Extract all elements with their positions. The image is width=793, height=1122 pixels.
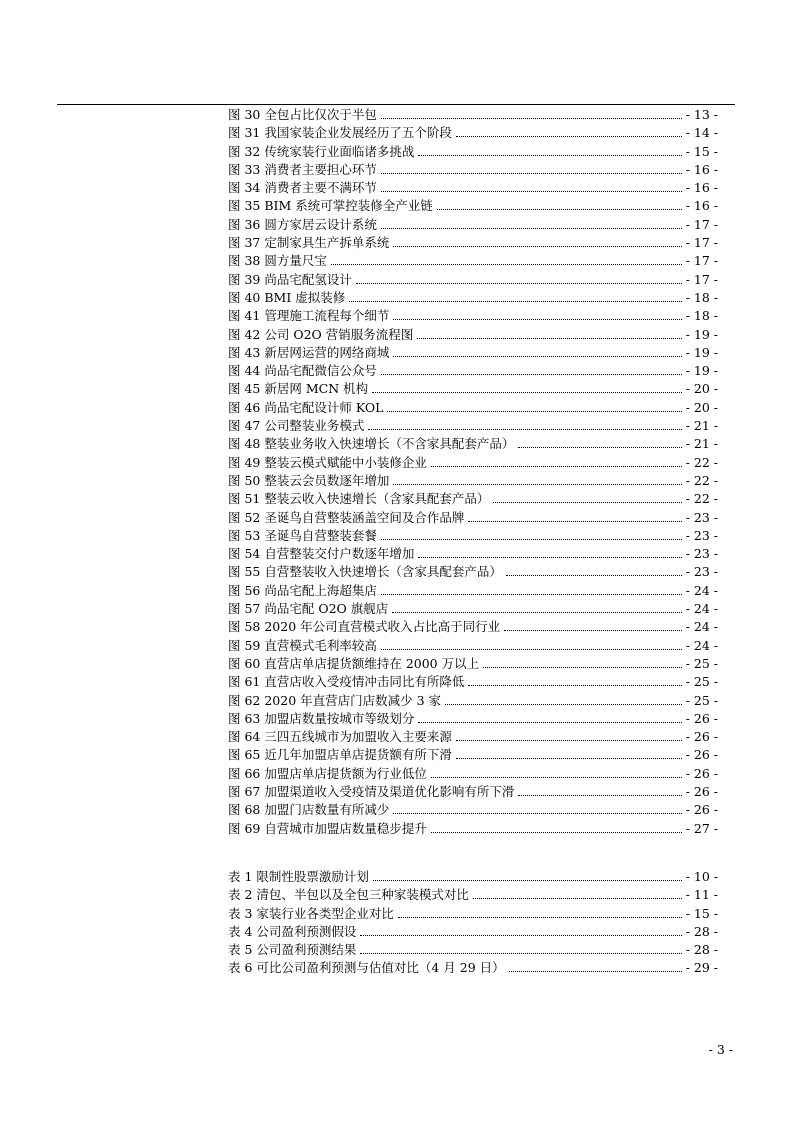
table-entry[interactable] xyxy=(228,905,718,923)
dot-leader xyxy=(518,795,681,796)
table-entry-label: 表 4 公司盈利预测假设 xyxy=(228,923,357,939)
figure-entry[interactable] xyxy=(228,344,718,362)
figure-entry-label: 图 57 尚品宅配 O2O 旗舰店 xyxy=(228,601,389,617)
dot-leader xyxy=(392,612,681,613)
figure-entry[interactable] xyxy=(228,454,718,472)
figure-entry-label: 图 34 消费者主要不满环节 xyxy=(228,180,377,196)
dot-leader xyxy=(331,264,682,265)
figure-entry-label: 图 39 尚品宅配氢设计 xyxy=(228,271,352,287)
dot-leader xyxy=(483,667,682,668)
dot-leader xyxy=(393,356,681,357)
figure-entry-page: - 19 - xyxy=(685,326,718,342)
figure-entry-label: 图 30 全包占比仅次于半包 xyxy=(228,107,377,122)
dot-leader xyxy=(418,722,681,723)
figure-entry[interactable] xyxy=(228,765,718,783)
dot-leader xyxy=(398,917,682,918)
figure-entry-label: 图 33 消费者主要担心环节 xyxy=(228,161,377,177)
figure-entry[interactable] xyxy=(228,216,718,234)
figure-entry-page: - 26 - xyxy=(685,802,718,818)
dot-leader xyxy=(393,246,681,247)
figure-entry-label: 图 51 整装云收入快速增长（含家具配套产品） xyxy=(228,491,490,507)
dot-leader xyxy=(356,283,682,284)
figure-entry[interactable] xyxy=(228,197,718,215)
dot-leader xyxy=(381,374,682,375)
dot-leader xyxy=(381,649,682,650)
figure-entry-page: - 14 - xyxy=(685,125,718,141)
figure-entry[interactable] xyxy=(228,143,718,161)
figure-entry-page: - 25 - xyxy=(685,674,718,690)
table-entry-page: - 29 - xyxy=(685,960,718,976)
figure-entry[interactable] xyxy=(228,161,718,179)
figure-entry-page: - 17 - xyxy=(685,253,718,269)
page-number: - 3 - xyxy=(708,1042,733,1057)
table-entry[interactable] xyxy=(228,923,718,941)
dot-leader xyxy=(372,392,682,393)
dot-leader xyxy=(368,429,681,430)
figure-entry-label: 图 69 自营城市加盟店数量稳步提升 xyxy=(228,820,427,836)
figure-entry-page: - 26 - xyxy=(685,765,718,781)
figure-entry[interactable] xyxy=(228,252,718,270)
figure-entry[interactable] xyxy=(228,801,718,819)
dot-leader xyxy=(381,228,682,229)
figure-entry-page: - 25 - xyxy=(685,655,718,671)
figure-entry[interactable] xyxy=(228,545,718,563)
figure-entry-label: 图 58 2020 年公司直营模式收入占比高于同行业 xyxy=(228,619,501,635)
figure-entry-label: 图 41 管理施工流程每个细节 xyxy=(228,308,390,324)
header-rule xyxy=(57,104,735,105)
dot-leader xyxy=(518,447,681,448)
figure-entry[interactable] xyxy=(228,289,718,307)
figure-entry-label: 图 56 尚品宅配上海超集店 xyxy=(228,582,377,598)
figure-entry-page: - 27 - xyxy=(685,820,718,836)
dot-leader xyxy=(360,953,681,954)
figure-entry-label: 图 37 定制家具生产拆单系统 xyxy=(228,235,390,251)
dot-leader xyxy=(381,594,682,595)
figure-entry[interactable] xyxy=(228,582,718,600)
dot-leader xyxy=(349,301,681,302)
figure-entry-page: - 16 - xyxy=(685,198,718,214)
figure-entry-label: 图 53 圣诞鸟自营整装套餐 xyxy=(228,527,377,543)
dot-leader xyxy=(468,685,681,686)
dot-leader xyxy=(431,832,682,833)
dot-leader xyxy=(468,521,681,522)
figure-entry[interactable] xyxy=(228,746,718,764)
figure-entry-page: - 26 - xyxy=(685,747,718,763)
dot-leader xyxy=(373,880,682,881)
figure-entry-page: - 22 - xyxy=(685,491,718,507)
dot-leader xyxy=(506,575,682,576)
figure-entry-page: - 18 - xyxy=(685,289,718,305)
figure-entry-label: 图 47 公司整装业务模式 xyxy=(228,418,365,434)
figure-entry-page: - 24 - xyxy=(685,619,718,635)
figure-list xyxy=(228,106,718,838)
figure-entry-label: 图 54 自营整装交付户数逐年增加 xyxy=(228,546,415,562)
figure-entry-label: 图 43 新居网运营的网络商城 xyxy=(228,344,390,360)
figure-entry-page: - 23 - xyxy=(685,546,718,562)
figure-entry-label: 图 65 近几年加盟店单店提货额有所下滑 xyxy=(228,747,452,763)
table-list xyxy=(228,868,718,978)
figure-entry-page: - 20 - xyxy=(685,381,718,397)
figure-entry-page: - 16 - xyxy=(685,180,718,196)
figure-entry-label: 图 62 2020 年直营店门店数减少 3 家 xyxy=(228,692,442,708)
figure-entry-page: - 17 - xyxy=(685,271,718,287)
figure-entry-page: - 15 - xyxy=(685,143,718,159)
dot-leader xyxy=(360,935,681,936)
figure-entry[interactable] xyxy=(228,563,718,581)
figure-entry[interactable] xyxy=(228,399,718,417)
figure-entry-page: - 22 - xyxy=(685,472,718,488)
dot-leader xyxy=(456,758,682,759)
table-entry[interactable] xyxy=(228,941,718,959)
dot-leader xyxy=(431,466,682,467)
figure-entry-label: 图 61 直营店收入受疫情冲击同比有所降低 xyxy=(228,674,465,690)
figure-entry[interactable] xyxy=(228,271,718,289)
table-entry-label: 表 1 限制性股票激励计划 xyxy=(228,869,369,884)
figure-entry[interactable] xyxy=(228,326,718,344)
figure-entry[interactable] xyxy=(228,490,718,508)
figure-entry-label: 图 35 BIM 系统可掌控装修全产业链 xyxy=(228,198,433,214)
figure-entry-page: - 24 - xyxy=(685,582,718,598)
figure-entry-label: 图 48 整装业务收入快速增长（不含家具配套产品） xyxy=(228,436,515,452)
dot-leader xyxy=(473,898,682,899)
figure-entry[interactable] xyxy=(228,417,718,435)
figure-entry-page: - 21 - xyxy=(685,436,718,452)
figure-entry-page: - 26 - xyxy=(685,729,718,745)
dot-leader xyxy=(431,777,682,778)
dot-leader xyxy=(504,630,682,631)
figure-entry[interactable] xyxy=(228,655,718,673)
figure-entry[interactable] xyxy=(228,472,718,490)
figure-entry-page: - 19 - xyxy=(685,363,718,379)
figure-entry[interactable] xyxy=(228,637,718,655)
dot-leader xyxy=(418,155,681,156)
dot-leader xyxy=(437,209,682,210)
figure-entry-label: 图 38 圆方量尺宝 xyxy=(228,253,327,269)
table-entry-page: - 10 - xyxy=(685,869,718,884)
figure-entry[interactable] xyxy=(228,692,718,710)
figure-entry-label: 图 68 加盟门店数量有所减少 xyxy=(228,802,390,818)
figure-entry[interactable] xyxy=(228,179,718,197)
figure-entry[interactable] xyxy=(228,618,718,636)
figure-entry-label: 图 55 自营整装收入快速增长（含家具配套产品） xyxy=(228,564,502,580)
dot-leader xyxy=(393,484,681,485)
figure-entry-label: 图 40 BMI 虚拟装修 xyxy=(228,289,346,305)
table-entry[interactable] xyxy=(228,868,718,886)
figure-entry[interactable] xyxy=(228,673,718,691)
figure-entry-page: - 24 - xyxy=(685,637,718,653)
dot-leader xyxy=(387,411,681,412)
figure-entry-label: 图 60 直营店单店提货额维持在 2000 万以上 xyxy=(228,655,480,671)
figure-entry-label: 图 31 我国家装企业发展经历了五个阶段 xyxy=(228,125,452,141)
figure-entry[interactable] xyxy=(228,362,718,380)
figure-entry-label: 图 67 加盟渠道收入受疫情及渠道优化影响有所下滑 xyxy=(228,783,515,799)
figure-entry[interactable] xyxy=(228,307,718,325)
figure-entry[interactable] xyxy=(228,509,718,527)
figure-entry-label: 图 50 整装云会员数逐年增加 xyxy=(228,472,390,488)
table-entry-label: 表 6 可比公司盈利预测与估值对比（4 月 29 日） xyxy=(228,960,505,976)
figure-entry[interactable] xyxy=(228,124,718,142)
dot-leader xyxy=(456,740,682,741)
figure-entry-label: 图 45 新居网 MCN 机构 xyxy=(228,381,369,397)
figure-entry-page: - 22 - xyxy=(685,454,718,470)
figure-entry-page: - 17 - xyxy=(685,235,718,251)
figure-entry-label: 图 59 直营模式毛利率较高 xyxy=(228,637,377,653)
figure-entry-label: 图 64 三四五线城市为加盟收入主要来源 xyxy=(228,729,452,745)
figure-entry-page: - 26 - xyxy=(685,710,718,726)
figure-entry-page: - 24 - xyxy=(685,601,718,617)
table-entry-label: 表 5 公司盈利预测结果 xyxy=(228,942,357,958)
dot-leader xyxy=(456,136,682,137)
table-entry-page: - 28 - xyxy=(685,942,718,958)
figure-entry-page: - 23 - xyxy=(685,509,718,525)
figure-entry-page: - 21 - xyxy=(685,418,718,434)
figure-entry-label: 图 52 圣诞鸟自营整装涵盖空间及合作品牌 xyxy=(228,509,465,525)
figure-entry-label: 图 42 公司 O2O 营销服务流程图 xyxy=(228,326,414,342)
figure-entry[interactable] xyxy=(228,234,718,252)
figure-entry-label: 图 49 整装云模式赋能中小装修企业 xyxy=(228,454,427,470)
table-entry-page: - 15 - xyxy=(685,905,718,921)
dot-leader xyxy=(381,539,682,540)
table-entry[interactable] xyxy=(228,886,718,904)
dot-leader xyxy=(381,191,682,192)
figure-entry[interactable] xyxy=(228,527,718,545)
table-entry-label: 表 3 家装行业各类型企业对比 xyxy=(228,905,394,921)
dot-leader xyxy=(381,118,682,119)
table-entry[interactable] xyxy=(228,959,718,977)
figure-entry-label: 图 46 尚品宅配设计师 KOL xyxy=(228,399,384,415)
figure-entry-label: 图 66 加盟店单店提货额为行业低位 xyxy=(228,765,427,781)
figure-entry-page: - 13 - xyxy=(685,107,718,122)
figure-entry-label: 图 32 传统家装行业面临诸多挑战 xyxy=(228,143,415,159)
dot-leader xyxy=(493,502,681,503)
figure-entry-page: - 23 - xyxy=(685,527,718,543)
table-entry-label: 表 2 清包、半包以及全包三种家装模式对比 xyxy=(228,887,469,903)
table-entry-page: - 28 - xyxy=(685,923,718,939)
figure-entry[interactable] xyxy=(228,106,718,124)
dot-leader xyxy=(445,704,682,705)
figure-entry-page: - 25 - xyxy=(685,692,718,708)
figure-entry[interactable] xyxy=(228,380,718,398)
figure-entry[interactable] xyxy=(228,600,718,618)
figure-entry-page: - 16 - xyxy=(685,161,718,177)
figure-entry-label: 图 63 加盟店数量按城市等级划分 xyxy=(228,710,415,726)
figure-entry-page: - 17 - xyxy=(685,216,718,232)
table-entry-page: - 11 - xyxy=(685,887,718,903)
figure-entry-page: - 26 - xyxy=(685,783,718,799)
figure-entry-page: - 19 - xyxy=(685,344,718,360)
figure-entry[interactable] xyxy=(228,783,718,801)
figure-entry-label: 图 44 尚品宅配微信公众号 xyxy=(228,363,377,379)
dot-leader xyxy=(393,319,681,320)
figure-entry-label: 图 36 圆方家居云设计系统 xyxy=(228,216,377,232)
figure-entry[interactable] xyxy=(228,710,718,728)
dot-leader xyxy=(509,971,682,972)
dot-leader xyxy=(417,338,681,339)
figure-entry[interactable] xyxy=(228,820,718,838)
figure-entry[interactable] xyxy=(228,728,718,746)
dot-leader xyxy=(393,813,681,814)
figure-entry-page: - 18 - xyxy=(685,308,718,324)
figure-entry[interactable] xyxy=(228,435,718,453)
dot-leader xyxy=(381,173,682,174)
figure-entry-page: - 20 - xyxy=(685,399,718,415)
dot-leader xyxy=(418,557,681,558)
figure-entry-page: - 23 - xyxy=(685,564,718,580)
